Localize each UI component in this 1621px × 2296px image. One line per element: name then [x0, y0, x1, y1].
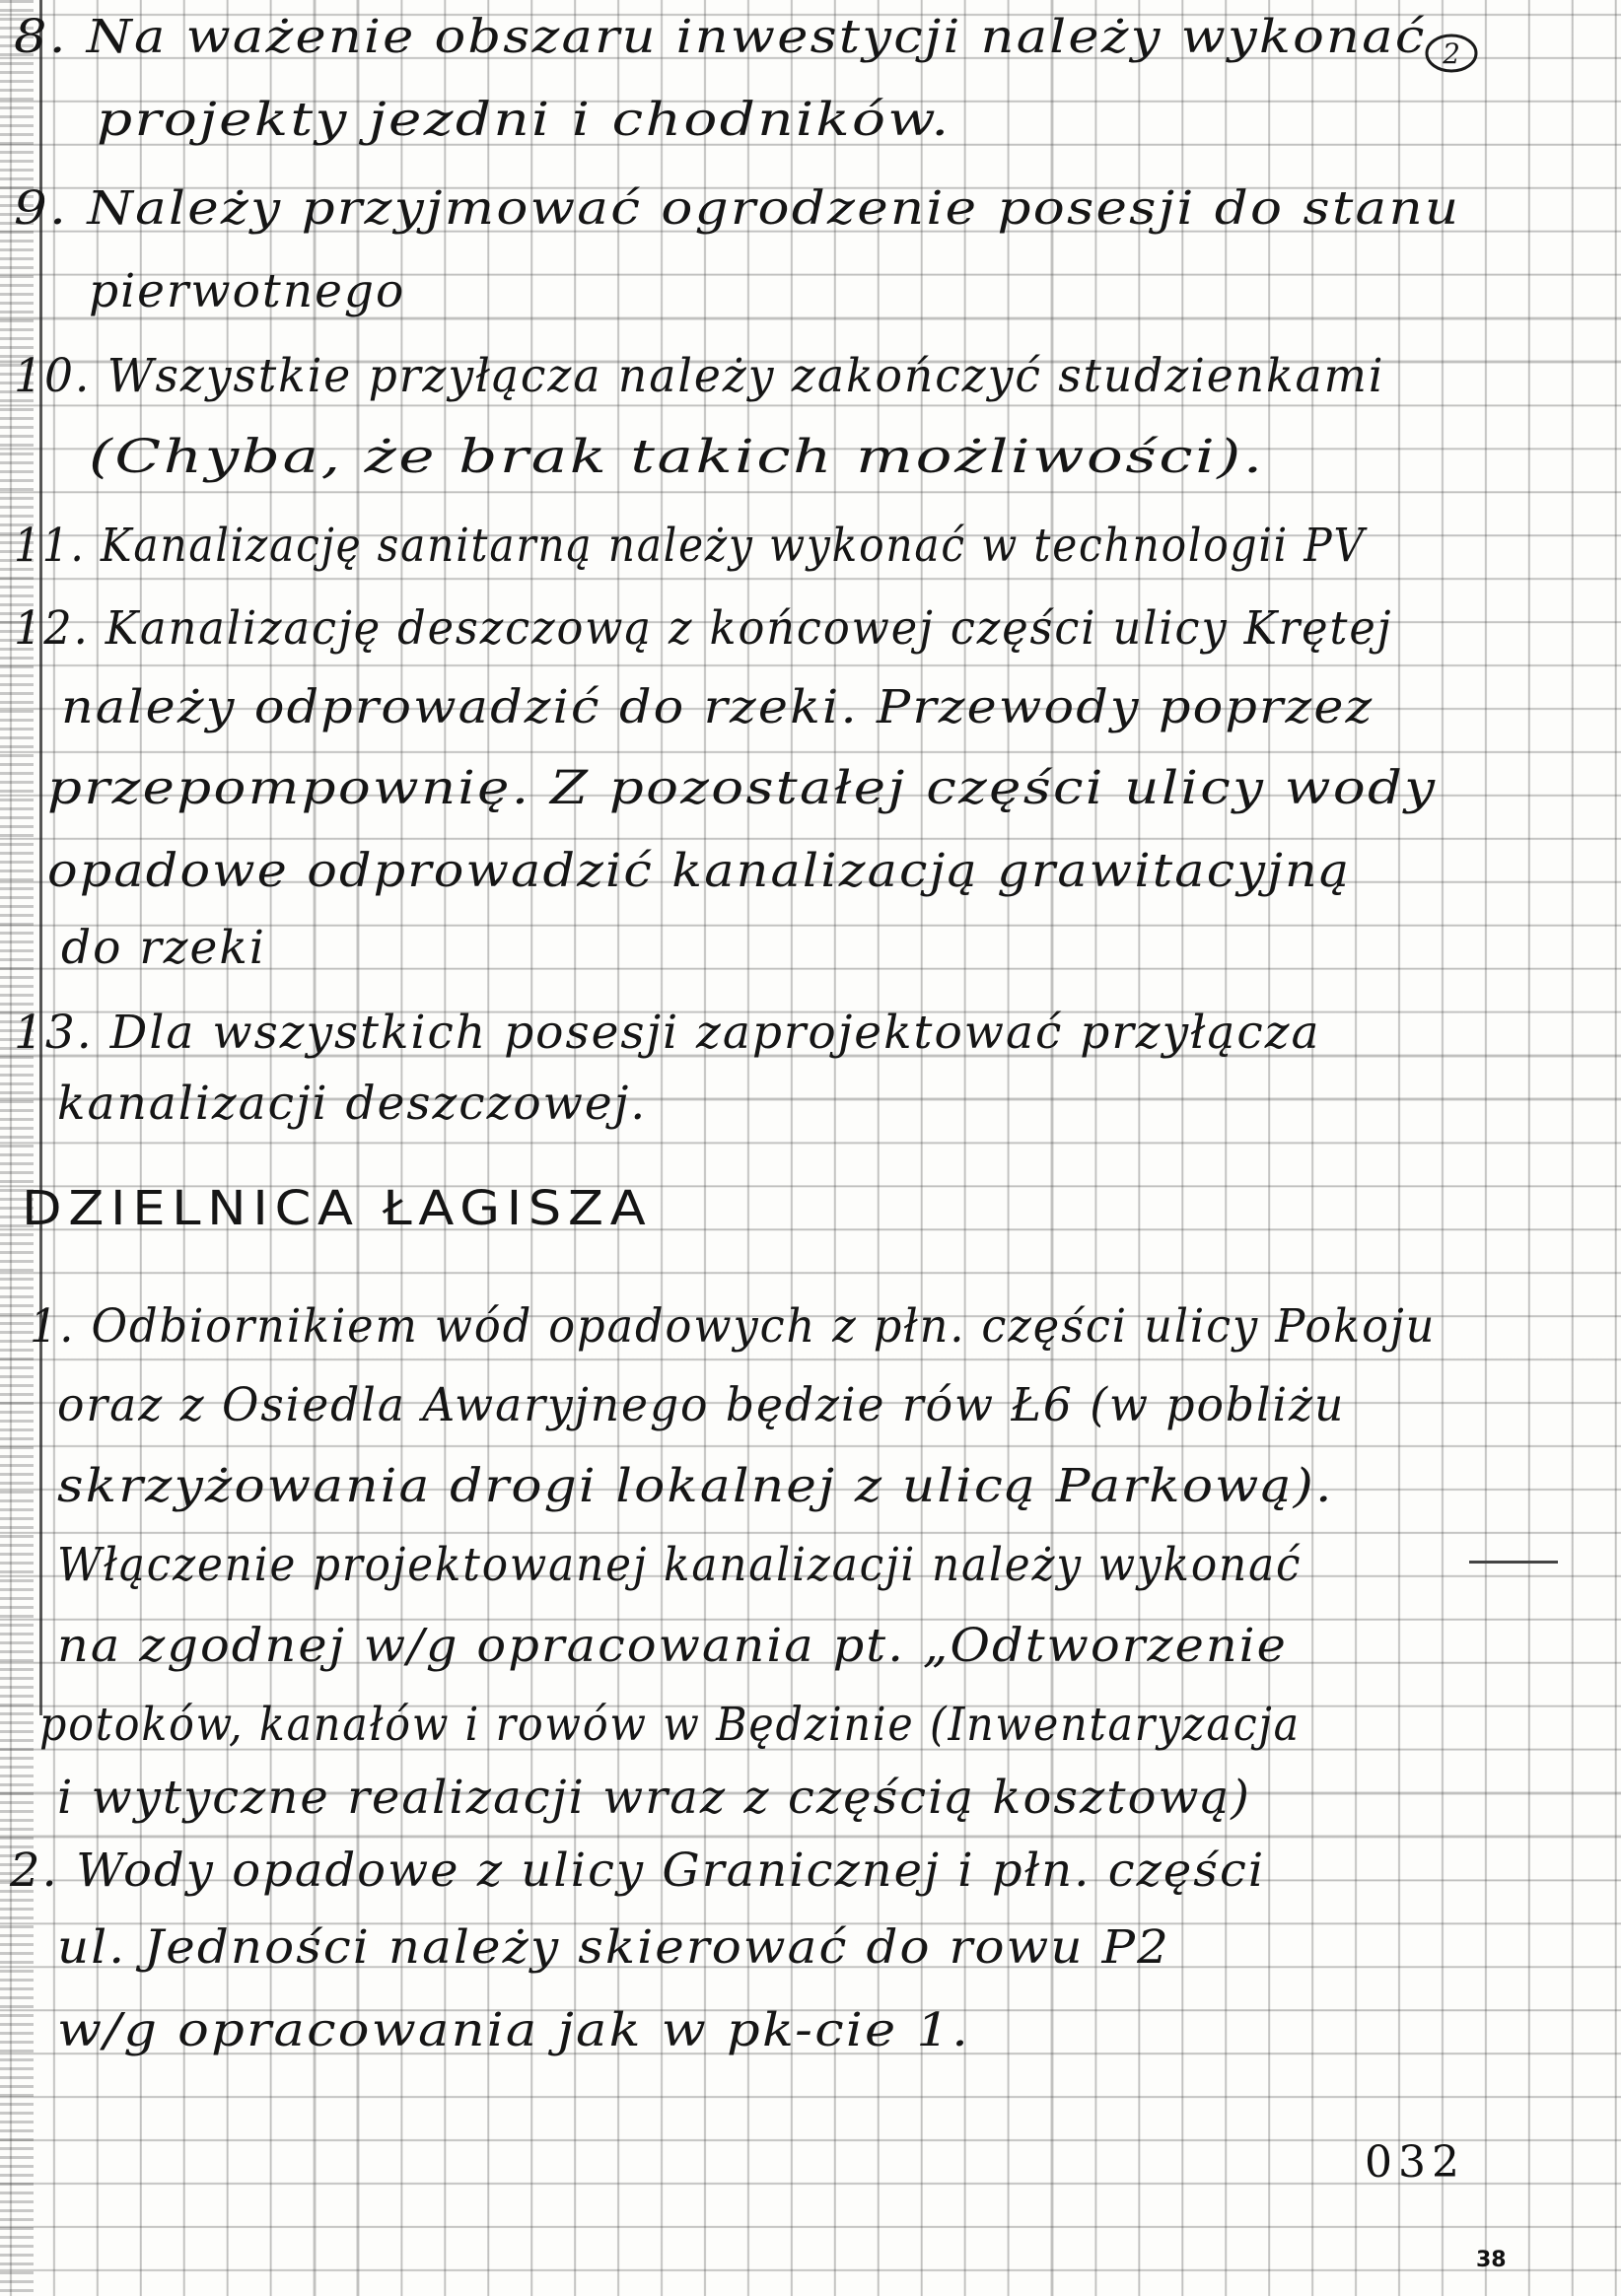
- handwritten-line: przepompownię. Z pozostałej części ulicy wody: [47, 761, 1438, 815]
- section-heading: DZIELNICA ŁAGISZA: [22, 1181, 653, 1236]
- handwritten-line: i wytyczne realizacji wraz z częścią kosztową): [57, 1771, 1251, 1825]
- sheet-number: 38: [1476, 2248, 1507, 2272]
- handwritten-line: 8. Na ważenie obszaru inwestycji należy wykonać: [14, 10, 1427, 64]
- page-number: 032: [1365, 2137, 1465, 2188]
- handwritten-line: w/g opracowania jak w pk-cie 1.: [57, 2003, 971, 2057]
- handwritten-line: 2. Wody opadowe z ulicy Granicznej i płn. części: [10, 1844, 1266, 1898]
- handwritten-line: (Chyba, że brak takich możliwości).: [89, 430, 1265, 484]
- handwritten-line: potoków, kanałów i rowów w Będzinie (Inwentaryzacja: [39, 1698, 1301, 1752]
- handwritten-line: 10. Wszystkie przyłącza należy zakończyć studzienkami: [14, 349, 1385, 403]
- handwritten-line: 1. Odbiornikiem wód opadowych z płn. części ulicy Pokoju: [30, 1299, 1437, 1354]
- handwritten-line: na zgodnej w/g opracowania pt. „Odtworzenie: [57, 1619, 1288, 1673]
- handwritten-line: 13. Dla wszystkich posesji zaprojektować przyłącza: [14, 1006, 1321, 1060]
- handwritten-line: oraz z Osiedla Awaryjnego będzie rów Ł6 (w pobliżu: [57, 1378, 1346, 1432]
- handwritten-line: 11. Kanalizację sanitarną należy wykonać w technologii PV: [14, 519, 1366, 573]
- handwritten-line: kanalizacji deszczowej.: [57, 1077, 648, 1131]
- handwritten-line: projekty jezdni i chodników.: [97, 93, 951, 147]
- handwritten-line: skrzyżowania drogi lokalnej z ulicą Parkową).: [57, 1459, 1334, 1513]
- handwritten-line: opadowe odprowadzić kanalizacją grawitacyjną: [47, 844, 1352, 898]
- handwritten-line: Włączenie projektowanej kanalizacji należy wykonać: [57, 1538, 1303, 1592]
- handwritten-line: do rzeki: [61, 921, 266, 975]
- handwritten-line: 9. Należy przyjmować ogrodzenie posesji do stanu: [14, 181, 1461, 236]
- handwritten-line: należy odprowadzić do rzeki. Przewody poprzez: [61, 680, 1374, 734]
- handwritten-line: ul. Jedności należy skierować do rowu P2: [57, 1920, 1170, 1975]
- circled-mark-text: 2: [1443, 37, 1460, 70]
- handwritten-line: 12. Kanalizację deszczową z końcowej części ulicy Krętej: [14, 601, 1393, 656]
- handwritten-line: pierwotnego: [89, 264, 406, 318]
